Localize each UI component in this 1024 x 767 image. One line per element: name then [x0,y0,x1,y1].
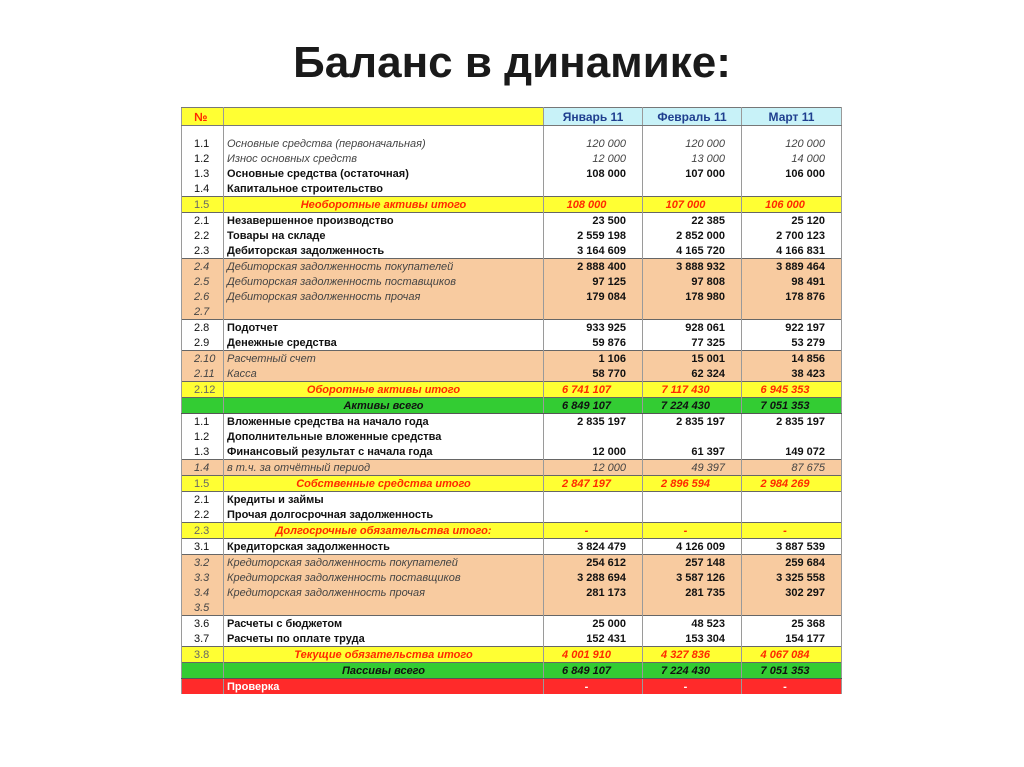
table-row [182,539,842,555]
row-value-mar: 178 876 [742,289,842,304]
row-value-mar [742,126,842,137]
row-value-mar: 2 984 269 [742,476,842,492]
table-row [182,126,842,137]
row-label: Финансовый результат с начала года [224,444,544,460]
row-label: Подотчет [224,320,544,336]
row-value-feb [643,507,742,523]
table-row [182,647,842,663]
header-month-mar: Март 11 [742,108,842,126]
table-row [182,351,842,367]
row-value-mar: - [742,523,842,539]
table-row [182,631,842,647]
table-row [182,492,842,508]
row-value-feb: 257 148 [643,555,742,571]
row-value-mar: 106 000 [742,197,842,213]
row-value-feb: 928 061 [643,320,742,336]
row-value-feb: 107 000 [643,166,742,181]
row-value-feb: 7 224 430 [643,663,742,679]
row-value-feb: 61 397 [643,444,742,460]
row-label: Вложенные средства на начало года [224,414,544,430]
row-number: 3.4 [182,585,224,600]
row-value-mar: 4 166 831 [742,243,842,259]
row-label: Расчетный счет [224,351,544,367]
row-number: 2.8 [182,320,224,336]
row-label: Прочая долгосрочная задолженность [224,507,544,523]
row-number: 3.2 [182,555,224,571]
row-value-jan [544,507,643,523]
row-value-feb: 4 126 009 [643,539,742,555]
row-number: 2.3 [182,243,224,259]
row-label: Дебиторская задолженность прочая [224,289,544,304]
row-value-feb: 97 808 [643,274,742,289]
table-row [182,600,842,616]
row-value-jan [544,126,643,137]
row-value-feb [643,600,742,616]
row-label: Собственные средства итого [224,476,544,492]
row-value-mar: 2 835 197 [742,414,842,430]
table-row [182,197,842,213]
row-value-jan: 933 925 [544,320,643,336]
row-number: 1.4 [182,181,224,197]
row-value-jan: 254 612 [544,555,643,571]
table-row [182,181,842,197]
row-value-jan: 12 000 [544,460,643,476]
row-number: 2.6 [182,289,224,304]
row-value-jan: 6 741 107 [544,382,643,398]
row-value-feb: 3 587 126 [643,570,742,585]
row-label: Активы всего [224,398,544,414]
row-number: 2.9 [182,335,224,351]
row-value-jan: - [544,679,643,695]
row-label: Кредиторская задолженность прочая [224,585,544,600]
row-label: Необоротные активы итого [224,197,544,213]
row-value-mar: 302 297 [742,585,842,600]
table-row [182,555,842,571]
table-row [182,382,842,398]
row-value-jan: - [544,523,643,539]
table-row [182,274,842,289]
row-value-mar: 25 368 [742,616,842,632]
row-value-mar: 53 279 [742,335,842,351]
row-value-feb: 22 385 [643,213,742,229]
row-number: 1.5 [182,476,224,492]
row-value-feb: 15 001 [643,351,742,367]
table-row [182,213,842,229]
row-value-jan [544,600,643,616]
table-row [182,585,842,600]
table-row [182,507,842,523]
table-row [182,166,842,181]
row-value-mar: - [742,679,842,695]
row-value-mar: 87 675 [742,460,842,476]
row-value-mar [742,492,842,508]
row-number: 2.4 [182,259,224,275]
row-number: 1.3 [182,444,224,460]
row-number: 3.3 [182,570,224,585]
row-value-jan: 3 288 694 [544,570,643,585]
row-label: Товары на складе [224,228,544,243]
row-label: Кредиторская задолженность [224,539,544,555]
row-value-jan: 2 559 198 [544,228,643,243]
row-label: Кредиты и займы [224,492,544,508]
row-label: Основные средства (остаточная) [224,166,544,181]
row-value-feb [643,126,742,137]
row-number: 1.2 [182,429,224,444]
row-number: 2.12 [182,382,224,398]
row-value-jan: 23 500 [544,213,643,229]
table-row [182,304,842,320]
row-number [182,679,224,695]
row-label: Оборотные активы итого [224,382,544,398]
row-number: 2.1 [182,492,224,508]
row-value-feb: 48 523 [643,616,742,632]
row-value-feb: 7 117 430 [643,382,742,398]
table-row [182,151,842,166]
row-number: 2.2 [182,228,224,243]
row-number: 2.11 [182,366,224,382]
table-row [182,136,842,151]
row-value-jan: 3 824 479 [544,539,643,555]
row-number: 3.1 [182,539,224,555]
row-value-mar [742,429,842,444]
row-value-feb: 4 327 836 [643,647,742,663]
row-value-feb: 178 980 [643,289,742,304]
table-row [182,570,842,585]
row-label: Незавершенное производство [224,213,544,229]
row-label: Износ основных средств [224,151,544,166]
row-number: 1.1 [182,414,224,430]
table-row [182,320,842,336]
row-label: Расчеты с бюджетом [224,616,544,632]
table-row [182,679,842,695]
row-number: 2.10 [182,351,224,367]
row-value-feb: 7 224 430 [643,398,742,414]
row-label: Дебиторская задолженность покупателей [224,259,544,275]
row-value-feb: 13 000 [643,151,742,166]
row-value-jan: 2 835 197 [544,414,643,430]
row-value-mar: 98 491 [742,274,842,289]
table-row [182,523,842,539]
row-value-mar: 25 120 [742,213,842,229]
row-number: 2.1 [182,213,224,229]
table-row [182,289,842,304]
row-number: 2.2 [182,507,224,523]
row-number [182,398,224,414]
table-row [182,444,842,460]
table-row [182,335,842,351]
row-value-feb: 2 896 594 [643,476,742,492]
row-label: Кредиторская задолженность покупателей [224,555,544,571]
row-number: 1.1 [182,136,224,151]
row-value-mar: 6 945 353 [742,382,842,398]
table-row [182,616,842,632]
row-label: Капитальное строительство [224,181,544,197]
row-value-mar: 7 051 353 [742,398,842,414]
slide-title: Баланс в динамике: [293,38,731,87]
row-value-jan: 12 000 [544,151,643,166]
row-value-jan: 3 164 609 [544,243,643,259]
row-label: Кредиторская задолженность поставщиков [224,570,544,585]
row-label: Дополнительные вложенные средства [224,429,544,444]
row-value-jan [544,429,643,444]
header-label [224,108,544,126]
row-number: 1.5 [182,197,224,213]
row-number: 2.5 [182,274,224,289]
row-number: 1.3 [182,166,224,181]
row-value-feb: 49 397 [643,460,742,476]
row-value-mar [742,181,842,197]
row-value-feb: 4 165 720 [643,243,742,259]
row-value-feb: - [643,523,742,539]
row-value-jan: 2 888 400 [544,259,643,275]
balance-table [181,107,842,694]
row-value-feb: 153 304 [643,631,742,647]
row-value-jan: 120 000 [544,136,643,151]
row-value-jan: 97 125 [544,274,643,289]
row-label: Касса [224,366,544,382]
row-value-jan: 6 849 107 [544,663,643,679]
row-number: 3.7 [182,631,224,647]
row-label [224,304,544,320]
row-value-feb: 2 852 000 [643,228,742,243]
row-value-feb [643,304,742,320]
table-row [182,259,842,275]
row-value-feb: 62 324 [643,366,742,382]
row-value-jan: 6 849 107 [544,398,643,414]
row-value-feb: - [643,679,742,695]
row-label [224,600,544,616]
table-row [182,663,842,679]
row-value-feb: 120 000 [643,136,742,151]
row-value-jan: 108 000 [544,166,643,181]
row-value-jan: 2 847 197 [544,476,643,492]
row-value-jan [544,492,643,508]
table-row [182,398,842,414]
row-label: Долгосрочные обязательства итого: [224,523,544,539]
row-label: Текущие обязательства итого [224,647,544,663]
row-number: 3.6 [182,616,224,632]
table-row [182,243,842,259]
row-value-jan: 1 106 [544,351,643,367]
row-value-feb: 107 000 [643,197,742,213]
row-value-mar: 14 856 [742,351,842,367]
row-number: 3.8 [182,647,224,663]
row-number: 2.3 [182,523,224,539]
row-value-mar: 120 000 [742,136,842,151]
row-value-mar: 922 197 [742,320,842,336]
table-header-row [182,108,842,126]
table-row [182,228,842,243]
row-value-jan: 108 000 [544,197,643,213]
row-value-jan: 25 000 [544,616,643,632]
row-value-mar: 149 072 [742,444,842,460]
header-number: № [182,108,224,126]
row-value-mar: 3 889 464 [742,259,842,275]
row-label: Проверка [224,679,544,695]
row-value-jan: 12 000 [544,444,643,460]
row-value-jan [544,304,643,320]
row-number: 1.4 [182,460,224,476]
row-value-jan: 59 876 [544,335,643,351]
row-label: Расчеты по оплате труда [224,631,544,647]
row-value-feb [643,181,742,197]
row-value-mar: 259 684 [742,555,842,571]
table-row [182,366,842,382]
row-value-mar: 106 000 [742,166,842,181]
row-value-feb: 281 735 [643,585,742,600]
row-value-jan: 4 001 910 [544,647,643,663]
row-value-mar: 38 423 [742,366,842,382]
row-value-mar [742,507,842,523]
row-number: 3.5 [182,600,224,616]
row-value-mar: 3 325 558 [742,570,842,585]
row-value-feb [643,492,742,508]
table-row [182,429,842,444]
row-value-jan [544,181,643,197]
row-value-mar: 7 051 353 [742,663,842,679]
row-value-jan: 152 431 [544,631,643,647]
row-number: 1.2 [182,151,224,166]
row-number: 2.7 [182,304,224,320]
header-month-jan: Январь 11 [544,108,643,126]
row-label: Дебиторская задолженность поставщиков [224,274,544,289]
table-row [182,460,842,476]
row-value-mar: 154 177 [742,631,842,647]
row-label: в т.ч. за отчётный период [224,460,544,476]
row-value-jan: 58 770 [544,366,643,382]
row-label: Основные средства (первоначальная) [224,136,544,151]
row-value-jan: 281 173 [544,585,643,600]
row-number [182,126,224,137]
table-row [182,476,842,492]
row-value-feb: 3 888 932 [643,259,742,275]
row-value-mar: 14 000 [742,151,842,166]
table-row [182,414,842,430]
row-value-feb: 77 325 [643,335,742,351]
row-value-mar [742,304,842,320]
row-value-feb [643,429,742,444]
row-number [182,663,224,679]
row-value-mar: 4 067 084 [742,647,842,663]
row-label: Дебиторская задолженность [224,243,544,259]
row-value-mar: 2 700 123 [742,228,842,243]
row-value-feb: 2 835 197 [643,414,742,430]
row-label [224,126,544,137]
row-label: Денежные средства [224,335,544,351]
row-label: Пассивы всего [224,663,544,679]
row-value-mar [742,600,842,616]
header-month-feb: Февраль 11 [643,108,742,126]
row-value-jan: 179 084 [544,289,643,304]
row-value-mar: 3 887 539 [742,539,842,555]
